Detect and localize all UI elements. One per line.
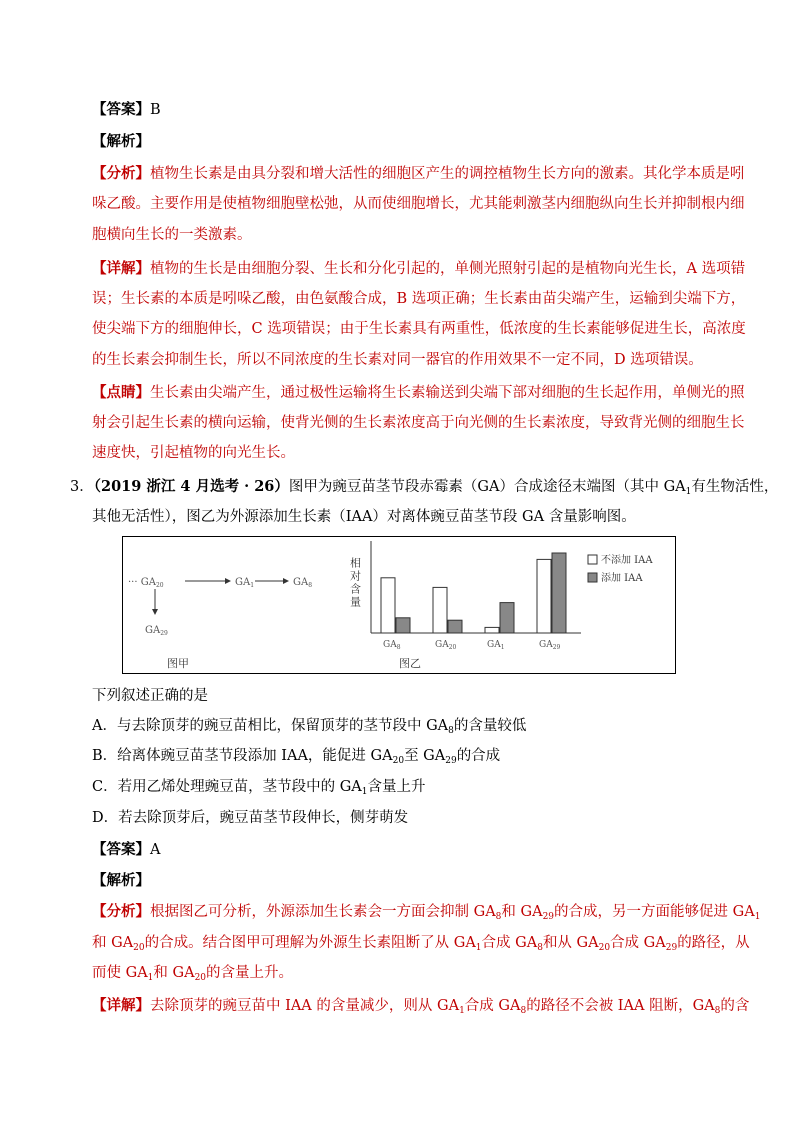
- caption-yi: 图乙: [399, 657, 421, 670]
- arrow-head: [225, 578, 231, 584]
- fenxi-text: 植物生长素是由具分裂和增大活性的细胞区产生的调控植物生长方向的激素。其化学本质是吲: [150, 166, 745, 182]
- subscript: 1: [685, 487, 692, 497]
- analysis-tag: 【解析】: [92, 872, 150, 889]
- fenxi-tag: 【分析】: [92, 903, 150, 920]
- fenxi-line-3: 胞横向生长的一类激素。: [92, 227, 252, 243]
- legend-label: 不添加 IAA: [601, 555, 653, 566]
- dianjing-text: 生长素由尖端产生，通过极性运输将生长素输送到尖端下部对细胞的生长起作用，单侧光的照: [150, 385, 745, 401]
- x-tick-label: $GA_8$: [383, 640, 401, 651]
- y-axis-label: 相对含量: [348, 557, 362, 609]
- question-number: 3．: [70, 479, 94, 495]
- figure-box: [122, 536, 676, 674]
- fenxi3-line-2: 和 $GA_{20}$的合成。结合图甲可理解为外源生长素阻断了从 $GA_1$合成 $GA_8$和从 $GA_{20}$合成 $GA_{29}$的路径，从: [92, 935, 750, 953]
- caption-jia: 图甲: [167, 657, 189, 670]
- bar-GA29-no-iaa: [537, 559, 551, 633]
- question-prompt: 下列叙述正确的是: [92, 688, 208, 704]
- xiangjie-line-2: 误；生长素的本质是吲哚乙酸，由色氨酸合成，B 选项正确；生长素由苗尖端产生，运输到尖端下方，: [92, 291, 746, 307]
- answer-tag: 【答案】: [92, 101, 150, 118]
- bar-GA1-iaa: [500, 603, 514, 633]
- x-tick-label: $GA_1$: [487, 640, 505, 651]
- pathway-down: $GA_{29}$: [145, 625, 168, 637]
- fenxi-line-2: 哚乙酸。主要作用是使植物细胞壁松弛，从而使细胞增长，尤其能刺激茎内细胞纵向生长并抑制根内细: [92, 196, 745, 212]
- bar-GA8-no-iaa: [381, 578, 395, 633]
- option-d: D．若去除顶芽后，豌豆苗茎节段伸长，侧芽萌发: [92, 810, 409, 826]
- answer-tag: 【答案】: [92, 841, 150, 858]
- xiangjie-line-1: [92, 259, 745, 279]
- option-b: B．给离体豌豆苗茎节段添加 IAA，能促进 $GA_{20}$至 $GA_{29}$的合成: [92, 748, 501, 766]
- analysis-heading: [92, 871, 150, 891]
- question-3-line-2: 其他无活性），图乙为外源添加生长素（IAA）对离体豌豆苗茎节段 GA 含量影响图。: [92, 509, 636, 525]
- question-source: （2019 浙江 4 月选考 · 26）: [93, 478, 289, 495]
- question-text: 有生物活性，: [691, 479, 779, 495]
- question-text: 图甲为豌豆苗茎节段赤霉素（GA）合成途径末端图（其中 GA: [288, 479, 686, 495]
- analysis-tag: 【解析】: [92, 133, 150, 150]
- legend-swatch: [588, 573, 597, 582]
- xiangjie-line-4: 的生长素会抑制生长，所以不同浓度的生长素对同一器官的作用效果不一定不同，D 选项错误。: [92, 352, 703, 368]
- bar-GA20-iaa: [448, 620, 462, 633]
- xiangjie-tag: 【详解】: [92, 260, 150, 277]
- pathway-end: $GA_8$: [293, 577, 313, 589]
- answer-line: [92, 100, 161, 120]
- dianjing-line-1: [92, 383, 745, 403]
- option-a: A．与去除顶芽的豌豆苗相比，保留顶芽的茎节段中 $GA_8$的含量较低: [92, 718, 527, 736]
- xiangjie-tag: 【详解】: [92, 997, 150, 1014]
- answer-line: [92, 840, 160, 860]
- xiangjie-text: 植物的生长是由细胞分裂、生长和分化引起的，单侧光照射引起的是植物向光生长，A 选项错: [150, 261, 746, 277]
- fenxi-tag: 【分析】: [92, 165, 150, 182]
- x-tick-label: $GA_{20}$: [435, 640, 457, 651]
- legend-swatch: [588, 555, 597, 564]
- answer-value: B: [150, 102, 161, 118]
- dianjing-line-2: 射会引起生长素的横向运输，使背光侧的生长素浓度高于向光侧的生长素浓度，导致背光侧的细胞生长: [92, 415, 745, 431]
- pathway-diagram: [128, 577, 312, 637]
- arrow-head-down: [152, 609, 158, 615]
- xiangjie-line-3: 使尖端下方的细胞伸长，C 选项错误；由于生长素具有两重性，低浓度的生长素能够促进生长，高浓度: [92, 321, 746, 337]
- bar-chart: [349, 541, 654, 651]
- xiangjie3-line-1: 【详解】去除顶芽的豌豆苗中 IAA 的含量减少，则从 $GA_1$合成 $GA_8$的路径不会被 IAA 阻断，$GA_8$的含: [92, 997, 750, 1016]
- legend-label: 添加 IAA: [601, 573, 643, 584]
- bar-GA29-iaa: [552, 553, 566, 633]
- fenxi3-line-3: 而使 $GA_1$和 $GA_{20}$的含量上升。: [92, 965, 294, 983]
- arrow-head: [283, 578, 289, 584]
- bar-GA20-no-iaa: [433, 587, 447, 633]
- fenxi3-line-1: 【分析】根据图乙可分析，外源添加生长素会一方面会抑制 $GA_8$和 $GA_{29}$的合成，另一方面能够促进 $GA_1$: [92, 903, 761, 922]
- bar-GA8-iaa: [396, 618, 410, 633]
- bar-GA1-no-iaa: [485, 627, 499, 633]
- answer-value: A: [150, 842, 161, 858]
- question-3-line-1: [70, 477, 778, 497]
- fenxi-line-1: [92, 164, 745, 184]
- option-c: C．若用乙烯处理豌豆苗，茎节段中的 $GA_1$含量上升: [92, 779, 426, 797]
- pathway-start: ··· $GA_{20}$: [128, 577, 164, 589]
- pathway-mid: $GA_1$: [235, 577, 255, 589]
- figure-svg: [123, 537, 675, 673]
- analysis-heading: [92, 132, 150, 152]
- dianjing-tag: 【点睛】: [92, 384, 150, 401]
- x-tick-label: $GA_{29}$: [539, 640, 561, 651]
- dianjing-line-3: 速度快，引起植物的向光生长。: [92, 445, 295, 461]
